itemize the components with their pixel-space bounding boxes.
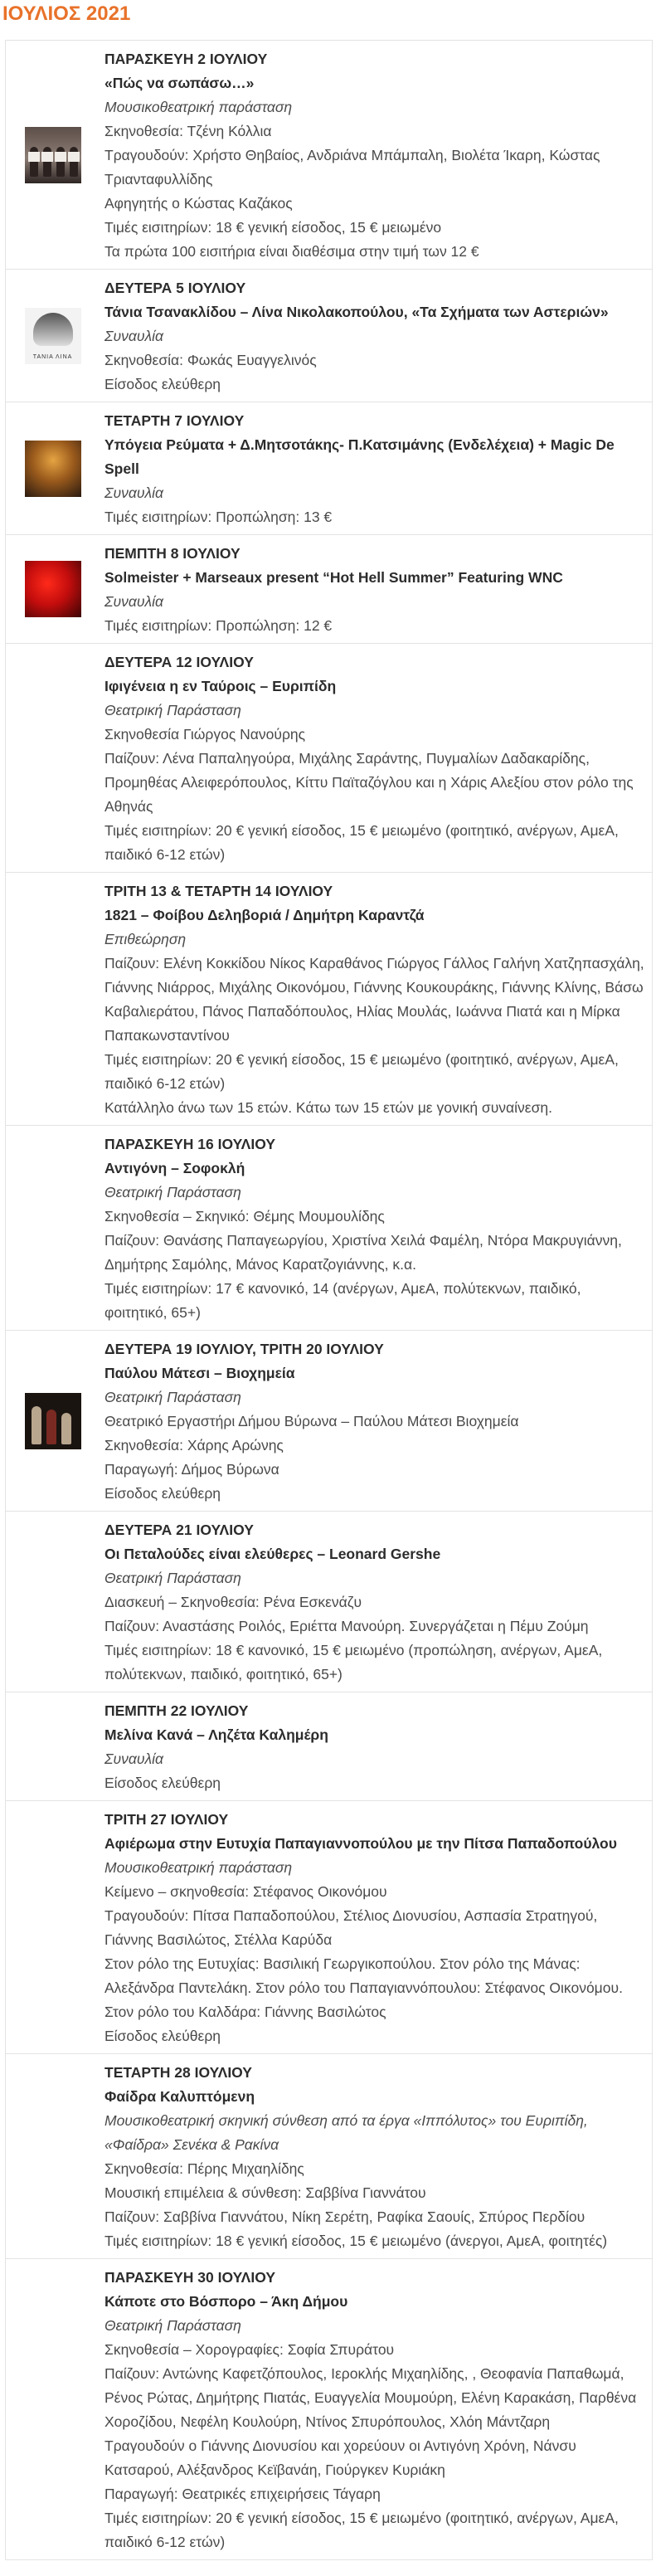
event-row [5,270,653,402]
event-detail: Τιμές εισιτηρίων: Προπώληση: 13 € [104,509,333,525]
event-detail: Παίζουν: Αναστάσης Ροιλός, Εριέττα Μανούρη. Συνεργάζεται η Πέμυ Ζούμη [104,1618,589,1634]
event-title[interactable]: «Πώς να σωπάσω…» [104,75,255,91]
event-type: Μουσικοθεατρική παράσταση [104,1859,293,1876]
event-row [5,644,653,873]
event-detail: Σκηνοθεσία – Σκηνικό: Θέμης Μουμουλίδης [104,1208,385,1225]
event-type: Συναυλία [104,328,163,344]
event-title[interactable]: Solmeister + Marseaux present “Hot Hell Summer” Featuring WNC [104,569,563,586]
event-thumb-col [6,2054,100,2258]
event-detail: Τραγουδούν: Πίτσα Παπαδοπούλου, Στέλιος Διονυσίου, Ασπασία Στρατηγού, Γιάννης Βασιλώτος, Στέλλα Καρύδα [104,1907,598,1948]
event-type: Μουσικοθεατρική σκηνική σύνθεση από τα έργα «Ιππόλυτος» του Ευριπίδη, «Φαίδρα» Σενέκα & Ρακίνα [104,2112,588,2153]
performer-silhouette [32,1406,41,1444]
event-row [5,1126,653,1331]
placard [41,152,53,162]
event-title[interactable]: Παύλου Μάτεσι – Βιοχημεία [104,1365,295,1381]
event-info [100,402,652,534]
event-info [100,1801,652,2053]
event-info [100,1692,652,1800]
event-detail: Είσοδος ελεύθερη [104,1775,221,1791]
event-type: Επιθεώρηση [104,931,187,947]
event-detail: Είσοδος ελεύθερη [104,1485,221,1502]
event-detail: Σκηνοθεσία: Πέρης Μιχαηλίδης [104,2160,304,2177]
event-detail: Είσοδος ελεύθερη [104,2028,221,2044]
event-detail: Τραγουδούν: Χρήστο Θηβαίος, Ανδριάνα Μπάμπαλη, Βιολέτα Ίκαρη, Κώστας Τριανταφυλλίδης [104,147,600,187]
event-info [100,1126,652,1330]
event-detail: Κείμενο – σκηνοθεσία: Στέφανος Οικονόμου [104,1883,387,1900]
placard [55,152,66,162]
event-info [100,535,652,643]
event-type: Συναυλία [104,593,163,610]
event-detail: Παίζουν: Αντώνης Καφετζόπουλος, Ιεροκλής Μιχαηλίδης, , Θεοφανία Παπαθωμά, Ρένος Ρώτας, Δημήτρης Πιατάς, Ευαγγελία Μουμούρη, Ελένη Καρακάση, Παρθένα Χοροζίδου, Νεφέλη Κουλούρη, Ντίνος Σπυρόπουλος, Χλόη Μάντζαρη [104,2365,637,2430]
event-detail: Τιμές εισιτηρίων: 20 € γενική είσοδος, 15 € μειωμένο (φοιτητικό, ανέργων, ΑμεΑ, παιδικό 6-12 ετών) [104,822,619,863]
event-date: ΠΑΡΑΣΚΕΥΗ 2 ΙΟΥΛΙΟΥ [104,51,268,67]
event-row [5,2054,653,2259]
event-type: Θεατρική Παράσταση [104,1570,241,1586]
event-detail: Τιμές εισιτηρίων: 18 € γενική είσοδος, 15 € μειωμένο (άνεργοι, ΑμεΑ, φοιτητές) [104,2233,608,2249]
event-thumb-col [6,402,100,534]
event-thumb-col [6,1126,100,1330]
event-info [100,1331,652,1511]
event-type: Θεατρική Παράσταση [104,702,241,718]
event-type: Συναυλία [104,1751,163,1767]
event-date: ΠΑΡΑΣΚΕΥΗ 30 ΙΟΥΛΙΟΥ [104,2269,276,2286]
event-detail: Τιμές εισιτηρίων: 20 € γενική είσοδος, 15 € μειωμένο (φοιτητικό, ανέργων, ΑμεΑ, παιδικό 6-12 ετών) [104,1051,619,1092]
event-detail: Παίζουν: Σαββίνα Γιαννάτου, Νίκη Σερέτη, Ραφίκα Σαουίς, Σπύρος Περδίου [104,2208,586,2225]
event-detail: Σκηνοθεσία: Τζένη Κόλλια [104,123,272,139]
event-type: Θεατρική Παράσταση [104,1389,241,1405]
event-row [5,41,653,270]
event-date: ΤΡΙΤΗ 13 & ΤΕΤΑΡΤΗ 14 ΙΟΥΛΙΟΥ [104,883,333,899]
event-detail: Παίζουν: Ελένη Κοκκίδου Νίκος Καραθάνος Γιώργος Γάλλος Γαλήνη Χατζηπασχάλη, Γιάννης Νιάρρος, Μιχάλης Οικονόμου, Γιάννης Κουκουράκης, Γιάννης Κλίνης, Βάσω Καβαλιεράτου, Πάνος Παπαδόπουλος, Ηλίας Μουλάς, Ιωάννα Πιατά και η Μίρκα Παπακωνσταντίνου [104,955,644,1044]
event-row [5,2259,653,2560]
event-info [100,2054,652,2258]
event-detail: Τιμές εισιτηρίων: Προπώληση: 12 € [104,617,333,634]
event-detail: Σκηνοθεσία: Φωκάς Ευαγγελινός [104,352,317,368]
event-row [5,873,653,1126]
event-date: ΠΕΜΠΤΗ 22 ΙΟΥΛΙΟΥ [104,1702,249,1719]
event-title[interactable]: Κάποτε στο Βόσπορο – Άκη Δήμου [104,2293,348,2310]
event-detail: Αφηγητής ο Κώστας Καζάκος [104,195,293,212]
event-detail: Παίζουν: Λένα Παπαληγούρα, Μιχάλης Σαράντης, Πυγμαλίων Δαδακαρίδης, Προμηθέας Αλειφερόπουλος, Κίττυ Παϊταζόγλου και η Χάρις Αλεξίου στον ρόλο της Αθηνάς [104,750,634,815]
event-thumbnail[interactable] [25,441,81,497]
event-title[interactable]: Τάνια Τσανακλίδου – Λίνα Νικολακοπούλου, «Τα Σχήματα των Αστεριών» [104,304,609,320]
event-row [5,1801,653,2054]
thumb-caption: ΤΑΝΙΑ ΛΙΝΑ [32,353,73,360]
event-info [100,1512,652,1692]
event-info [100,270,652,402]
event-row [5,1512,653,1692]
event-thumb-col [6,873,100,1125]
event-info [100,41,652,269]
event-row [5,1692,653,1801]
event-date: ΔΕΥΤΕΡΑ 21 ΙΟΥΛΙΟΥ [104,1522,254,1538]
event-title[interactable]: 1821 – Φοίβου Δεληβοριά / Δημήτρη Καραντζά [104,907,425,923]
event-detail: Τιμές εισιτηρίων: 18 € γενική είσοδος, 15 € μειωμένο [104,219,442,236]
placard [28,152,40,162]
event-type: Συναυλία [104,485,163,501]
event-info [100,644,652,872]
month-title: ΙΟΥΛΙΟΣ 2021 [2,2,131,25]
event-detail: Παραγωγή: Δήμος Βύρωνα [104,1461,279,1478]
event-thumb-col [6,1692,100,1800]
event-detail: Τραγουδούν ο Γιάννης Διονυσίου και χορεύουν οι Αντιγόνη Χρόνη, Νάνσυ Κατσαρού, Αλέξανδρος Κεϊβανάη, Γιούργκεν Κυριάκη [104,2437,576,2478]
event-detail: Διασκευή – Σκηνοθεσία: Ρένα Εσκενάζυ [104,1594,362,1610]
event-date: ΤΕΤΑΡΤΗ 7 ΙΟΥΛΙΟΥ [104,412,245,429]
event-detail: Κατάλληλο άνω των 15 ετών. Κάτω των 15 ετών με γονική συναίνεση. [104,1099,552,1116]
event-date: ΔΕΥΤΕΡΑ 19 ΙΟΥΛΙΟΥ, ΤΡΙΤΗ 20 ΙΟΥΛΙΟΥ [104,1341,384,1357]
event-thumb-col [6,535,100,643]
event-date: ΠΕΜΠΤΗ 8 ΙΟΥΛΙΟΥ [104,545,241,562]
event-title[interactable]: Μελίνα Κανά – Ληζέτα Καλημέρη [104,1726,328,1743]
event-type: Μουσικοθεατρική παράσταση [104,99,293,115]
event-title[interactable]: Υπόγεια Ρεύματα + Δ.Μητσοτάκης- Π.Κατσιμάνης (Ενδελέχεια) + Magic De Spell [104,436,615,477]
event-date: ΔΕΥΤΕΡΑ 12 ΙΟΥΛΙΟΥ [104,654,254,670]
event-detail: Παίζουν: Θανάσης Παπαγεωργίου, Χριστίνα Χειλά Φαμέλη, Ντόρα Μακρυγιάννη, Δημήτρης Σαμόλης, Μάνος Καρατζογιάννης, κ.α. [104,1232,622,1273]
event-detail: Στον ρόλο της Ευτυχίας: Βασιλική Γεωργικοπούλου. Στον ρόλο της Μάνας: Αλεξάνδρα Παντελάκη. Στον ρόλο του Παπαγιαννόπουλου: Στέφανος Οικονόμου. Στον ρόλο του Καλδάρα: Γιάννης Βασιλώτος [104,1955,623,2020]
event-thumbnail[interactable] [25,1393,81,1449]
event-thumbnail[interactable] [25,561,81,617]
event-thumb-col [6,1512,100,1692]
event-detail: Σκηνοθεσία Γιώργος Νανούρης [104,726,306,743]
event-type: Θεατρική Παράσταση [104,1184,241,1200]
event-thumb-col [6,41,100,269]
event-detail: Θεατρικό Εργαστήρι Δήμου Βύρωνα – Παύλου Μάτεσι Βιοχημεία [104,1413,519,1429]
event-title[interactable]: Φαίδρα Καλυπτόμενη [104,2088,255,2105]
event-date: ΤΕΤΑΡΤΗ 28 ΙΟΥΛΙΟΥ [104,2064,252,2081]
event-detail: Παραγωγή: Θεατρικές επιχειρήσεις Τάγαρη [104,2486,381,2502]
event-thumb-col [6,270,100,402]
event-type: Θεατρική Παράσταση [104,2317,241,2334]
event-thumb-col [6,644,100,872]
event-detail: Είσοδος ελεύθερη [104,376,221,392]
event-date: ΠΑΡΑΣΚΕΥΗ 16 ΙΟΥΛΙΟΥ [104,1136,276,1152]
events-list [5,40,653,2560]
event-info [100,2259,652,2559]
event-thumbnail[interactable] [25,308,81,364]
event-detail: Μουσική επιμέλεια & σύνθεση: Σαββίνα Γιαννάτου [104,2184,426,2201]
event-detail: Τιμές εισιτηρίων: 18 € κανονικό, 15 € μειωμένο (προπώληση, ανέργων, ΑμεΑ, πολύτεκνων, παιδικό, φοιτητικό, 65+) [104,1642,603,1682]
event-thumb-col [6,2259,100,2559]
event-detail: Σκηνοθεσία – Χορογραφίες: Σοφία Σπυράτου [104,2341,395,2358]
event-detail: Τιμές εισιτηρίων: 17 € κανονικό, 14 (ανέργων, ΑμεΑ, πολύτεκνων, παιδικό, φοιτητικό, 65+) [104,1280,581,1321]
event-row [5,1331,653,1512]
event-date: ΤΡΙΤΗ 27 ΙΟΥΛΙΟΥ [104,1811,229,1828]
performer-silhouette [46,1410,56,1444]
event-row [5,535,653,644]
event-title[interactable]: Οι Πεταλούδες είναι ελεύθερες – Leonard Gershe [104,1546,441,1562]
event-date: ΔΕΥΤΕΡΑ 5 ΙΟΥΛΙΟΥ [104,280,246,296]
event-detail: Τιμές εισιτηρίων: 20 € γενική είσοδος, 15 € μειωμένο (φοιτητικό, ανέργων, ΑμεΑ, παιδικό 6-12 ετών) [104,2510,619,2550]
event-thumb-col [6,1331,100,1511]
event-title[interactable]: Αφιέρωμα στην Ευτυχία Παπαγιαννοπούλου με την Πίτσα Παπαδοπούλου [104,1835,617,1852]
event-info [100,873,652,1125]
event-detail: Τα πρώτα 100 εισιτήρια είναι διαθέσιμα στην τιμή των 12 € [104,243,479,260]
event-title[interactable]: Ιφιγένεια η εν Ταύροις – Ευριπίδη [104,678,337,694]
placard [68,152,80,162]
event-title[interactable]: Αντιγόνη – Σοφοκλή [104,1160,245,1176]
event-detail: Σκηνοθεσία: Χάρης Αρώνης [104,1437,284,1454]
event-row [5,402,653,535]
event-thumb-col [6,1801,100,2053]
event-thumbnail[interactable] [25,127,81,183]
portrait-shape [33,313,73,346]
performer-silhouette [61,1413,71,1444]
